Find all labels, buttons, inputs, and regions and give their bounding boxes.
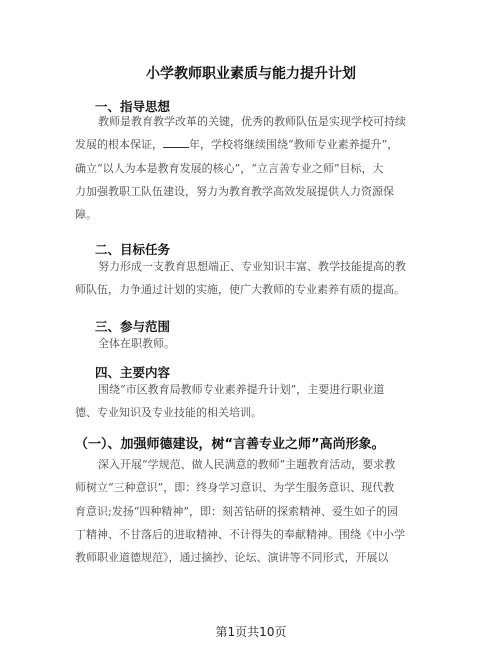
subsection-body-ethics (75, 453, 435, 569)
paragraph-line: 教师是教育教学改革的关键，优秀的教师队伍是实现学校可持续 (98, 115, 406, 128)
section-heading-objectives: 二、目标任务 (95, 242, 171, 257)
subsection-heading-ethics: （一）、加强师德建设，树“言善专业之师”高尚形象。 (75, 437, 385, 452)
page-number-footer: 第1页共10页 (215, 625, 287, 639)
section-body-objectives (75, 255, 435, 302)
paragraph-text: 年，学校将继续围绕“教师专业素养提升”， (189, 138, 399, 152)
paragraph-line: 努力形成一支教育思想端正、专业知识丰富、教学技能提高的教 (98, 260, 406, 273)
section-heading-guiding-ideology: 一、指导思想 (95, 99, 171, 114)
section-heading-scope: 三、参与范围 (95, 319, 171, 334)
document-title: 小学教师职业素质与能力提升计划 (146, 66, 356, 82)
section-body-scope (75, 332, 435, 355)
paragraph-line: 全体在职教师。 (98, 337, 175, 350)
section-body-main-content (75, 378, 435, 425)
section-body-guiding-ideology (75, 110, 435, 226)
paragraph-line: 丁精神、不甘落后的进取精神、不计得失的奉献精神。围绕《中小学 (75, 527, 405, 541)
paragraph-line: 育意识;发扬“四种精神”，即：刻苦钻研的探索精神、爱生如子的园 (75, 504, 398, 518)
paragraph-line: 确立“以人为本是教育发展的核心”，“立言善专业之师”目标，大 (75, 161, 384, 175)
paragraph-line: 师树立“三种意识”，即：终身学习意识、为学生服务意识、现代教 (75, 481, 395, 495)
paragraph-line: 障。 (75, 208, 97, 222)
paragraph-line (75, 133, 435, 156)
paragraph-line: 教师职业道德规范》，通过摘抄、论坛、演讲等不同形式，开展以 (75, 551, 389, 565)
paragraph-line: 深入开展“学规范、做人民满意的教师”主题教育活动，要求教 (98, 458, 396, 471)
paragraph-line: 师队伍，力争通过计划的实施，使广大教师的专业素养有质的提高。 (75, 283, 405, 297)
year-blank (163, 137, 189, 148)
paragraph-text: 发展的根本保证， (75, 138, 163, 152)
paragraph-line: 力加强教职工队伍建设，努力为教育教学高效发展提供人力资源保 (75, 184, 394, 198)
paragraph-line: 德、专业知识及专业技能的相关培训。 (75, 406, 262, 420)
paragraph-line: 围绕“市区教育局教师专业素养提升计划”，主要进行职业道 (98, 383, 385, 396)
section-heading-main-content: 四、主要内容 (95, 365, 171, 380)
